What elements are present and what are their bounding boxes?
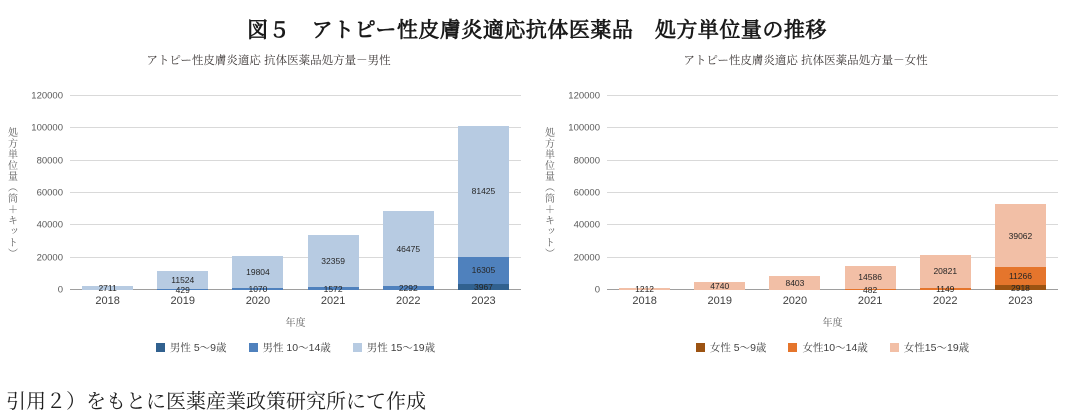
y-tick-label: 80000 bbox=[36, 155, 63, 167]
bar-slot bbox=[833, 96, 908, 295]
bar-slot bbox=[446, 96, 521, 290]
x-axis-ticks bbox=[70, 295, 521, 307]
stacked-bar-2018 bbox=[82, 282, 133, 293]
bar-value-label: 32359 bbox=[321, 256, 345, 267]
bar-segment bbox=[995, 282, 1046, 293]
bar-value-label: 3967 bbox=[473, 281, 493, 292]
y-tick-label: 20000 bbox=[36, 252, 63, 264]
y-tick-label: 20000 bbox=[573, 252, 600, 264]
legend-swatch-icon bbox=[353, 343, 362, 352]
bar-segment bbox=[157, 284, 208, 295]
y-tick-label: 60000 bbox=[573, 187, 600, 199]
bar-slot bbox=[607, 96, 682, 294]
bar-value-label: 482 bbox=[863, 284, 878, 295]
bars bbox=[70, 96, 521, 295]
x-tick-label: 2021 bbox=[320, 295, 346, 307]
bar-slot bbox=[220, 96, 295, 294]
legend-item bbox=[353, 340, 435, 355]
legend-item bbox=[696, 340, 767, 355]
x-tick-label: 2019 bbox=[707, 295, 732, 307]
y-tick-label: 0 bbox=[57, 284, 63, 296]
bar-segment bbox=[619, 283, 670, 294]
plot-area bbox=[607, 96, 1058, 295]
legend-label: 女性10〜14歳 bbox=[802, 342, 868, 354]
legend-swatch-icon bbox=[788, 343, 797, 352]
legend bbox=[70, 340, 521, 355]
legend-swatch-icon bbox=[249, 343, 258, 352]
x-tick-label: 2022 bbox=[933, 295, 958, 307]
stacked-bar-2019 bbox=[694, 282, 745, 290]
bar-segment bbox=[308, 283, 359, 294]
y-tick-label: 60000 bbox=[36, 187, 63, 199]
legend-item bbox=[788, 340, 867, 355]
bar-value-label: 11524 bbox=[171, 274, 195, 285]
bar-value-label: 2292 bbox=[398, 282, 418, 293]
bar-segment bbox=[458, 257, 509, 283]
legend-label: 男性 5〜9歳 bbox=[169, 342, 227, 354]
stacked-bar-2021 bbox=[308, 235, 359, 294]
bar-value-label: 1212 bbox=[635, 283, 655, 294]
x-tick-label: 2020 bbox=[782, 295, 808, 307]
y-tick-label: 40000 bbox=[36, 219, 63, 231]
stacked-bar-2022 bbox=[383, 211, 434, 293]
stacked-bar-2023 bbox=[458, 126, 509, 290]
charts-container bbox=[0, 52, 1074, 355]
bar-segment bbox=[383, 282, 434, 293]
bar-value-label: 39062 bbox=[1008, 230, 1033, 241]
legend-swatch-icon bbox=[696, 343, 705, 352]
source-citation: 引用２）をもとに医薬産業政策研究所にて作成 bbox=[6, 391, 426, 413]
legend-swatch-icon bbox=[890, 343, 899, 352]
bar-value-label: 46475 bbox=[396, 243, 421, 254]
x-tick-label: 2019 bbox=[170, 295, 195, 307]
bar-value-label: 1070 bbox=[248, 283, 268, 294]
bar-slot bbox=[371, 96, 446, 293]
y-tick-label: 80000 bbox=[573, 155, 600, 167]
y-axis-ticks bbox=[22, 90, 70, 296]
stacked-bar-2019 bbox=[157, 271, 208, 295]
chart-body bbox=[0, 90, 537, 355]
x-axis-ticks bbox=[607, 295, 1058, 307]
chart-panel-female bbox=[537, 52, 1074, 355]
legend-label: 男性 10〜14歳 bbox=[262, 342, 331, 354]
y-tick-label: 100000 bbox=[568, 122, 600, 134]
figure-title: 図５ アトピー性皮膚炎適応抗体医薬品 処方単位量の推移 bbox=[247, 19, 827, 42]
bar-slot bbox=[908, 96, 983, 294]
legend-item bbox=[156, 340, 227, 355]
plot-column bbox=[607, 96, 1074, 355]
legend-swatch-icon bbox=[156, 343, 165, 352]
y-tick-label: 0 bbox=[594, 284, 600, 296]
y-axis-title: 処方単位量（筒＋キット） bbox=[5, 127, 17, 259]
y-tick-label: 100000 bbox=[31, 122, 63, 134]
y-axis-title-wrap bbox=[537, 96, 559, 290]
bar-segment bbox=[920, 283, 971, 294]
bar-value-label: 14586 bbox=[858, 272, 882, 283]
bar-segment bbox=[232, 283, 283, 294]
bar-value-label: 11266 bbox=[1008, 270, 1032, 281]
y-tick-label: 120000 bbox=[568, 90, 600, 102]
bar-slot bbox=[70, 96, 145, 293]
bar-slot bbox=[983, 96, 1058, 293]
bar-value-label: 16305 bbox=[471, 265, 496, 276]
bar-value-label: 429 bbox=[175, 284, 190, 295]
x-tick-label: 2022 bbox=[396, 295, 421, 307]
bar-segment bbox=[694, 282, 745, 290]
stacked-bar-2020 bbox=[769, 276, 820, 290]
stacked-bar-2022 bbox=[920, 255, 971, 294]
bar-value-label: 4740 bbox=[710, 280, 730, 291]
x-tick-label: 2018 bbox=[632, 295, 657, 307]
bar-segment bbox=[458, 126, 509, 258]
bar-value-label: 2711 bbox=[98, 282, 117, 293]
bar-value-label: 1572 bbox=[323, 283, 343, 294]
legend bbox=[607, 340, 1058, 355]
bar-segment bbox=[845, 284, 896, 295]
bar-slot bbox=[145, 96, 220, 295]
chart-panel-male bbox=[0, 52, 537, 355]
bars bbox=[607, 96, 1058, 295]
bar-value-label: 20821 bbox=[933, 266, 958, 277]
y-tick-label: 40000 bbox=[573, 219, 600, 231]
bar-value-label: 2918 bbox=[1010, 282, 1030, 293]
legend-item bbox=[249, 340, 331, 355]
chart-title-female: アトピー性皮膚炎適応 抗体医薬品処方量－女性 bbox=[683, 55, 928, 67]
bar-segment bbox=[769, 276, 820, 290]
chart-body bbox=[537, 90, 1074, 355]
x-tick-label: 2020 bbox=[245, 295, 271, 307]
y-axis-ticks bbox=[559, 90, 607, 296]
stacked-bar-2023 bbox=[995, 204, 1046, 293]
bar-segment bbox=[383, 211, 434, 286]
x-tick-label: 2021 bbox=[857, 295, 883, 307]
bar-slot bbox=[296, 96, 371, 294]
bar-slot bbox=[682, 96, 757, 290]
bar-segment bbox=[458, 281, 509, 292]
y-axis-title-wrap bbox=[0, 96, 22, 290]
stacked-bar-2020 bbox=[232, 256, 283, 294]
x-tick-label: 2023 bbox=[1008, 295, 1033, 307]
bar-value-label: 1149 bbox=[936, 283, 955, 294]
legend-label: 女性15〜19歳 bbox=[903, 342, 970, 354]
bar-segment bbox=[82, 282, 133, 293]
x-axis-title: 年度 bbox=[285, 318, 306, 329]
legend-label: 男性 15〜19歳 bbox=[366, 342, 436, 354]
legend-label: 女性 5〜9歳 bbox=[709, 342, 767, 354]
bar-value-label: 81425 bbox=[471, 186, 496, 197]
bar-segment bbox=[995, 204, 1046, 267]
stacked-bar-2018 bbox=[619, 283, 670, 294]
stacked-bar-2021 bbox=[845, 266, 896, 295]
x-tick-label: 2018 bbox=[95, 295, 120, 307]
x-axis-title: 年度 bbox=[822, 318, 843, 329]
x-tick-label: 2023 bbox=[471, 295, 496, 307]
bar-value-label: 8403 bbox=[785, 277, 805, 288]
chart-title-male: アトピー性皮膚炎適応 抗体医薬品処方量－男性 bbox=[146, 55, 391, 67]
plot-area bbox=[70, 96, 521, 295]
bar-slot bbox=[757, 96, 832, 290]
y-axis-title: 処方単位量（筒＋キット） bbox=[542, 127, 554, 259]
bar-value-label: 19804 bbox=[246, 267, 270, 278]
legend-item bbox=[890, 340, 969, 355]
plot-column bbox=[70, 96, 537, 355]
y-tick-label: 120000 bbox=[31, 90, 63, 102]
bar-segment bbox=[308, 235, 359, 287]
